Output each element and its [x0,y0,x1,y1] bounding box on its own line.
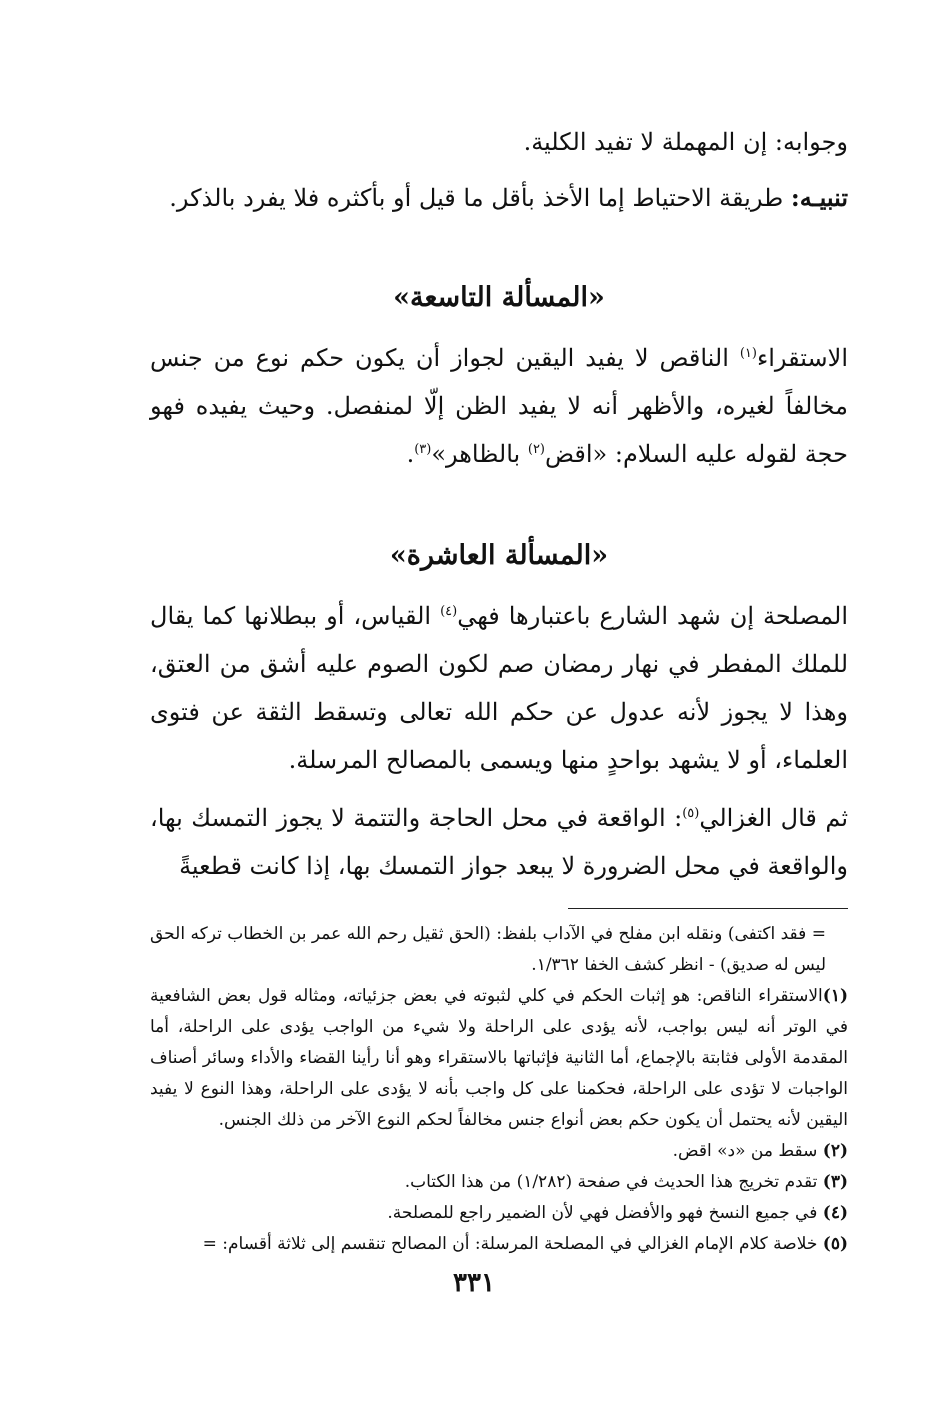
ninth-text-b: الناقص لا يفيد اليقين لجواز أن يكون حكم نوع من جنس مخالفاً لغيره، والأظهر أنه لا يفيد الظن إلّا لمنفصل. وحيث يفيده فهو حجة لقوله عليه السلام: «اقض [150,344,848,468]
footnote-2-text: سقط من «د» اقض. [672,1141,818,1161]
footnote-2-number: (٢) [822,1141,848,1161]
continuation-text: فقد اكتفى) ونقله ابن مفلح في الآداب بلفظ: (الحق ثقيل رحم الله عمر بن الخطاب تركه الحق ليس له صديق) - انظر كشف الخفا ١/٣٦٢. [150,924,826,975]
page-number: ٣٣١ [453,1268,495,1298]
ninth-text-c: بالظاهر» [431,440,528,468]
tenth-text-b: القياس، أو ببطلانها كما يقال للملك المفطر في نهار رمضان صم لكون الصوم عليه أشق من العتق، وهذا لا يجوز لأنه عدول عن حكم الله تعالى وتسقط الثقة عن فتوى العلماء، أو لا يشهد بواحدٍ منها ويسمى بالمصالح المرسلة. [150,602,849,774]
footnote-ref-5: (٥) [682,806,700,821]
ninth-text-a: الاستقراء [756,344,848,372]
footnote-3-number: (٣) [822,1172,848,1192]
footnote-ref-3: (٣) [414,442,432,457]
continuation-marker: = [811,924,826,944]
ghazali-text-b: : الواقعة في محل الحاجة والتتمة لا يجوز التمسك بها، والواقعة في محل الضرورة لا يبعد جواز التمسك بها، إذا كانت قطعيةً [150,804,848,880]
footnote-5-number: (٥) [822,1234,848,1254]
tanbih-paragraph [150,174,848,222]
tenth-issue-paragraph [150,592,848,784]
footnote-4 [150,1198,848,1229]
ninth-issue-paragraph [150,334,848,478]
footnote-4-text: في جميع النسخ فهو والأفضل فهي لأن الضمير راجع للمصلحة. [387,1203,818,1223]
footnote-4-number: (٤) [822,1203,848,1223]
answer-paragraph [150,118,848,166]
tenth-text-a: المصلحة إن شهد الشارع باعتبارها فهي [457,602,848,630]
footnote-ref-2: (٢) [527,442,545,457]
footnote-3 [150,1167,848,1198]
ninth-text-d: . [406,440,415,468]
footnote-5 [150,1229,848,1260]
footnote-3-text: تقدم تخريج هذا الحديث في صفحة (١/٢٨٢) من هذا الكتاب. [404,1172,818,1192]
footnote-2 [150,1136,848,1167]
ghazali-text-a: ثم قال الغزالي [699,804,848,832]
footnote-continuation [150,919,848,981]
ghazali-paragraph [150,794,848,890]
heading-ninth-issue: «المسألة التاسعة» [393,282,605,313]
heading-tenth-issue: «المسألة العاشرة» [389,540,609,571]
footnote-1 [150,981,848,1136]
tanbih-text: طريقة الاحتياط إما الأخذ بأقل ما قيل أو بأكثره فلا يفرد بالذكر. [169,184,791,212]
tanbih-label: تنبيـه: [790,183,848,212]
footnote-ref-1: (١) [739,346,757,361]
footnotes [150,919,848,1260]
footnote-5-text: خلاصة كلام الإمام الغزالي في المصلحة المرسلة: أن المصالح تنقسم إلى ثلاثة أقسام: = [202,1234,818,1254]
footnote-ref-4: (٤) [440,604,458,619]
footnote-divider [568,908,848,909]
footnote-1-number: (١) [822,986,848,1006]
footnote-1-text: الاستقراء الناقص: هو إثبات الحكم في كلي لثبوته في بعض جزئياته، ومثاله قول بعض الشافعية في الوتر أنه ليس بواجب، لأنه يؤدى على الراحلة ولا شيء من الواجب يؤدى على الراحلة، أما المقدمة الأولى فثابتة بالإجماع، أما الثانية فإثباتها بالاستقراء وهو أنا رأينا القضاء والأداء وسائر أصناف الواجبات لا تؤدى على الراحلة، فحكمنا على كل واجب بأنه لا يؤدى على الراحلة، وهذا النوع لا يفيد اليقين لأنه يحتمل أن يكون حكم بعض أنواع جنس مخالفاً لحكم النوع الآخر من ذلك الجنس. [150,986,848,1130]
answer-text: وجوابه: إن المهملة لا تفيد الكلية. [523,128,848,156]
